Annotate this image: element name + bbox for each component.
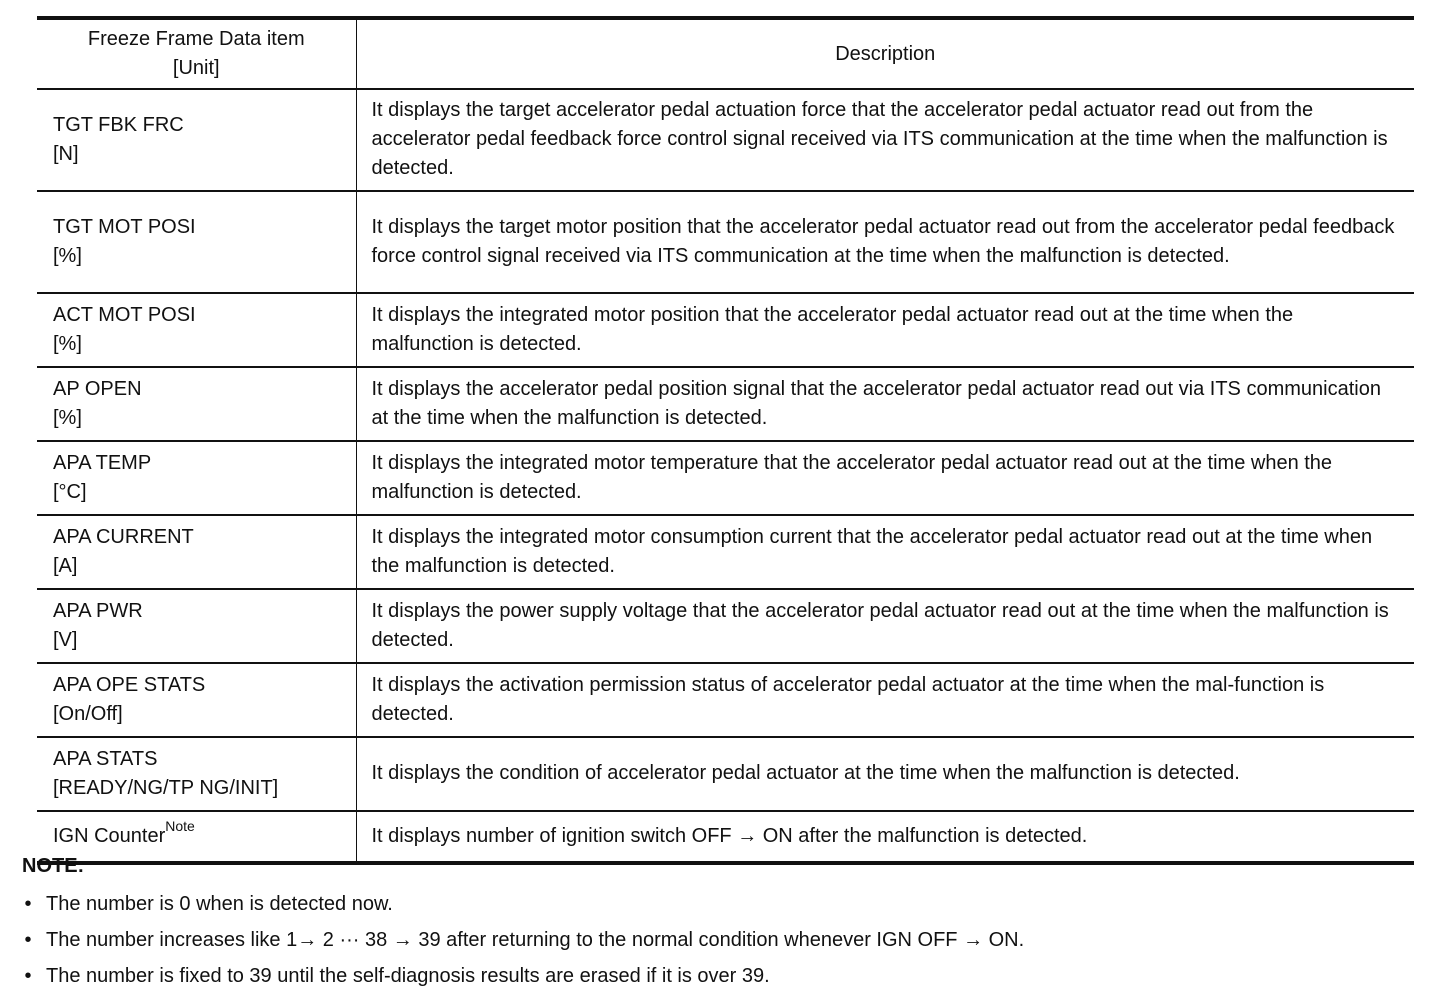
note-text: The number is 0 when is detected now. [46,893,393,915]
item-name: TGT MOT POSI [53,215,196,238]
item-name: ACT MOT POSI [53,303,196,326]
item-cell [37,293,356,367]
item-name: APA TEMP [53,451,152,474]
header-unit-label: [Unit] [172,57,220,79]
note-section [22,850,1024,994]
item-cell [37,515,356,589]
description-cell [356,515,1414,589]
item-unit: [°C] [53,480,87,503]
description-cell [356,589,1414,663]
table-body [37,89,1414,863]
description-cell [356,367,1414,441]
description-cell [356,89,1414,191]
item-unit: [A] [53,554,78,577]
table-row [37,89,1414,191]
item-cell [37,737,356,811]
note-text: The number is fixed to 39 until the self-diagnosis results are erased if it is over 39. [46,965,770,987]
note-superscript: Note [165,817,195,834]
item-name: APA PWR [53,599,143,622]
header-description: Description [835,42,936,65]
description-cell [356,441,1414,515]
item-description: It displays the integrated motor temperature that the accelerator pedal actuator read out at the time when the malfunction is detected. [371,451,1333,503]
item-unit: [N] [53,142,79,165]
table-row [37,737,1414,811]
item-name: APA OPE STATS [53,673,206,696]
item-description: It displays the target accelerator pedal actuation force that the accelerator pedal actuator read out from the accelerator pedal feedback force control signal received via ITS communication at the time when the malfunction is detected. [371,99,1388,179]
item-cell [37,589,356,663]
description-cell [356,663,1414,737]
list-item [22,958,1024,994]
item-name: TGT FBK FRC [53,113,184,136]
note-title: NOTE: [22,855,85,877]
item-unit: [%] [53,332,82,355]
header-item-unit [37,18,356,89]
item-description: It displays the accelerator pedal position signal that the accelerator pedal actuator read out via ITS communication at the time when the malfunction is detected. [371,377,1381,429]
bullet-icon: • [24,929,32,951]
description-cell [356,737,1414,811]
table-row [37,515,1414,589]
description-cell [356,191,1414,293]
table-row [37,367,1414,441]
item-name: APA CURRENT [53,525,194,548]
item-description: It displays the activation permission status of accelerator pedal actuator at the time when the mal-function is detected. [371,673,1325,725]
item-cell [37,663,356,737]
item-description: It displays the power supply voltage that the accelerator pedal actuator read out at the time when the malfunction is detected. [371,599,1389,651]
table-row [37,293,1414,367]
table-row [37,191,1414,293]
item-cell [37,367,356,441]
freeze-frame-data-table [37,16,1414,865]
table-header-row [37,18,1414,89]
note-text: The number increases like 1→ 2 ··· 38 → 39 after returning to the normal condition whenever IGN OFF → ON. [46,929,1025,951]
table-header [37,18,1414,89]
table-row [37,589,1414,663]
item-unit: [%] [53,406,82,429]
description-cell [356,293,1414,367]
item-unit: [%] [53,244,82,267]
list-item [22,922,1024,958]
item-cell [37,441,356,515]
item-description: It displays number of ignition switch OFF → ON after the malfunction is detected. [371,824,1088,847]
table-row [37,441,1414,515]
item-name: APA STATS [53,747,158,770]
item-unit: [READY/NG/TP NG/INIT] [53,776,279,799]
bullet-icon: • [24,893,32,915]
item-cell [37,191,356,293]
header-item-label: Freeze Frame Data item [87,28,305,50]
item-unit: [V] [53,628,78,651]
item-name: IGN Counter [53,824,166,847]
table-row [37,663,1414,737]
list-item [22,886,1024,922]
bullet-icon: • [24,965,32,987]
item-unit: [On/Off] [53,702,123,725]
item-description: It displays the condition of accelerator pedal actuator at the time when the malfunction is detected. [371,762,1240,784]
item-cell [37,89,356,191]
item-description: It displays the integrated motor consumption current that the accelerator pedal actuator read out at the time when the malfunction is detected. [371,525,1373,577]
item-name: AP OPEN [53,377,142,400]
item-description: It displays the target motor position that the accelerator pedal actuator read out from the accelerator pedal feedback force control signal received via ITS communication at the time when the malfunction is detected. [371,215,1395,267]
item-description: It displays the integrated motor position that the accelerator pedal actuator read out at the time when the malfunction is detected. [371,303,1294,355]
note-list [22,886,1024,994]
